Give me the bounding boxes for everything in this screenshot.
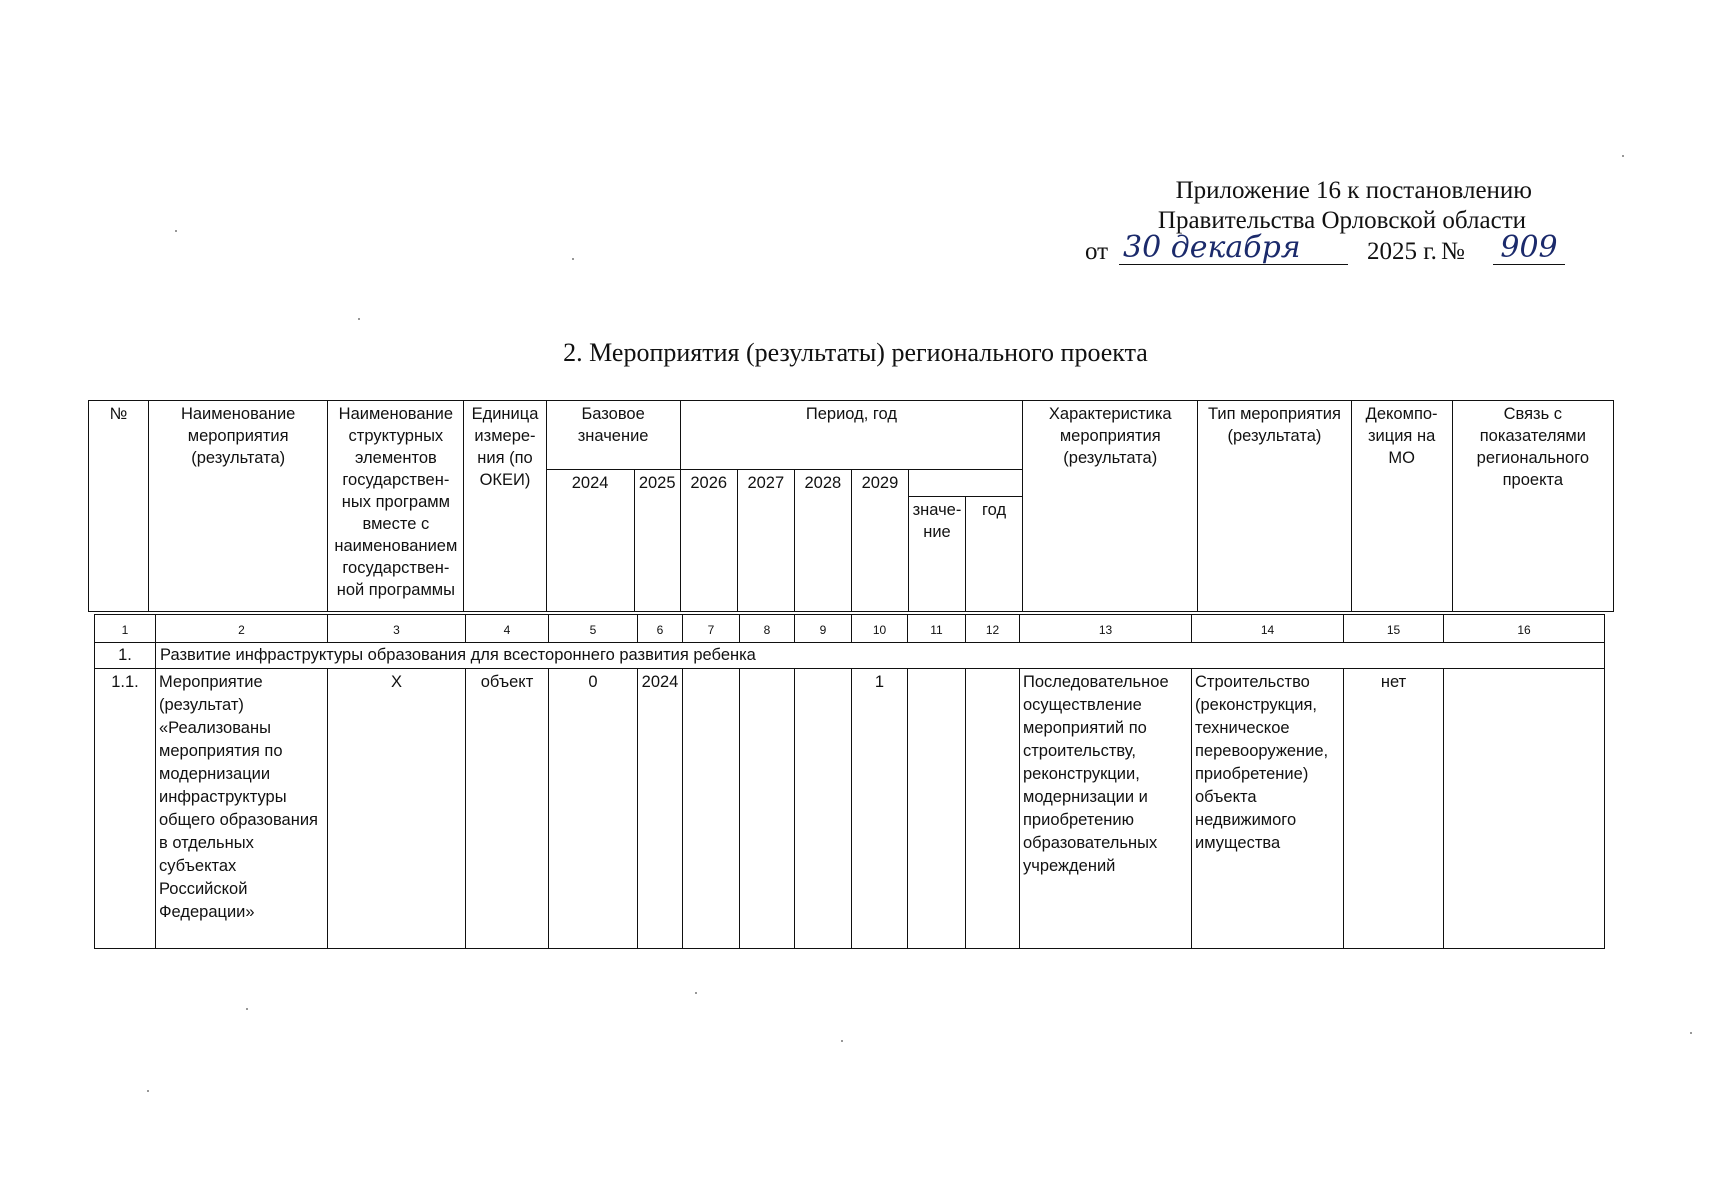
handwritten-date: 30 декабря <box>1119 230 1348 265</box>
header-characteristic: Характеристика мероприятия (результата) <box>1023 401 1198 612</box>
header-base-year: год <box>966 497 1023 612</box>
header-year-2024: 2024 <box>546 470 634 612</box>
column-number: 15 <box>1344 615 1444 643</box>
column-number: 9 <box>795 615 852 643</box>
header-unit: Единица измере-ния (по ОКЕИ) <box>464 401 546 612</box>
year-label: 2025 г. <box>1367 238 1437 265</box>
scan-speck <box>572 258 574 260</box>
row-year-2029 <box>966 669 1020 949</box>
column-number: 16 <box>1444 615 1605 643</box>
column-number: 10 <box>852 615 908 643</box>
column-numbers-row <box>95 615 1605 643</box>
header-base-value-cell: значе-ние <box>908 497 965 612</box>
row-name: Мероприятие (результат) «Реализованы мероприятия по модернизации инфраструктуры общего образования в отдельных субъектах Российской Федерации» <box>156 669 328 949</box>
column-number: 12 <box>966 615 1020 643</box>
header-decomposition: Декомпо-зиция на МО <box>1351 401 1452 612</box>
section-name: Развитие инфраструктуры образования для всестороннего развития ребенка <box>156 643 1605 669</box>
scan-speck <box>246 1008 248 1010</box>
row-unit: объект <box>466 669 549 949</box>
number-label: № <box>1441 238 1465 265</box>
section-number: 1. <box>95 643 156 669</box>
header-no: № <box>89 401 149 612</box>
scan-speck <box>1622 155 1624 157</box>
row-year-2025 <box>740 669 795 949</box>
row-link <box>1444 669 1605 949</box>
column-number: 11 <box>908 615 966 643</box>
scan-speck <box>841 1040 843 1042</box>
header-year-2025: 2025 <box>634 470 680 612</box>
row-year-2027: 1 <box>852 669 908 949</box>
appendix-line-2: Правительства Орловской области <box>1157 207 1526 234</box>
header-period: Период, год <box>680 401 1022 470</box>
header-year-2029: 2029 <box>851 470 908 612</box>
column-number: 4 <box>466 615 549 643</box>
document-title: 2. Мероприятия (результаты) регионального проекта <box>563 338 1148 367</box>
row-base-value: 0 <box>549 669 638 949</box>
row-year-2028 <box>908 669 966 949</box>
scan-speck <box>175 230 177 232</box>
header-year-2026: 2026 <box>680 470 737 612</box>
date-prefix: от <box>1085 238 1109 265</box>
row-base-year: 2024 <box>638 669 683 949</box>
header-name: Наименование мероприятия (результата) <box>149 401 328 612</box>
header-year-2027: 2027 <box>737 470 794 612</box>
handwritten-number: 909 <box>1493 230 1565 265</box>
scan-speck <box>1690 1032 1692 1034</box>
scan-speck <box>358 318 360 320</box>
column-number: 3 <box>328 615 466 643</box>
column-number: 13 <box>1020 615 1192 643</box>
header-base: Базовое значение <box>546 401 680 470</box>
column-number: 8 <box>740 615 795 643</box>
scan-speck <box>147 1090 149 1092</box>
row-number: 1.1. <box>95 669 156 949</box>
column-number: 14 <box>1192 615 1344 643</box>
table-body <box>94 614 1605 949</box>
table-header <box>88 400 1614 612</box>
appendix-date-number <box>1085 230 1605 272</box>
column-number: 1 <box>95 615 156 643</box>
table-row <box>95 669 1605 949</box>
section-row <box>95 643 1605 669</box>
row-characteristic: Последовательное осуществление мероприятий по строительству, реконструкции, модернизации и приобретению образовательных учреждений <box>1020 669 1192 949</box>
header-link: Связь с показателями регионального проекта <box>1452 401 1613 612</box>
row-decomposition: нет <box>1344 669 1444 949</box>
column-number: 6 <box>638 615 683 643</box>
appendix-block <box>1060 176 1600 236</box>
header-year-2028: 2028 <box>794 470 851 612</box>
column-number: 2 <box>156 615 328 643</box>
header-type: Тип мероприятия (результата) <box>1198 401 1351 612</box>
column-number: 7 <box>683 615 740 643</box>
appendix-line-1: Приложение 16 к постановлению <box>1175 177 1532 204</box>
row-year-2026 <box>795 669 852 949</box>
header-struct: Наименование структурных элементов государствен-ных программ вместе с наименованием государствен-ной программы <box>328 401 464 612</box>
row-type: Строительство (реконструкция, техническое перевооружение, приобретение) объекта недвижимого имущества <box>1192 669 1344 949</box>
scan-speck <box>695 992 697 994</box>
row-year-2024 <box>683 669 740 949</box>
column-number: 5 <box>549 615 638 643</box>
row-struct: X <box>328 669 466 949</box>
